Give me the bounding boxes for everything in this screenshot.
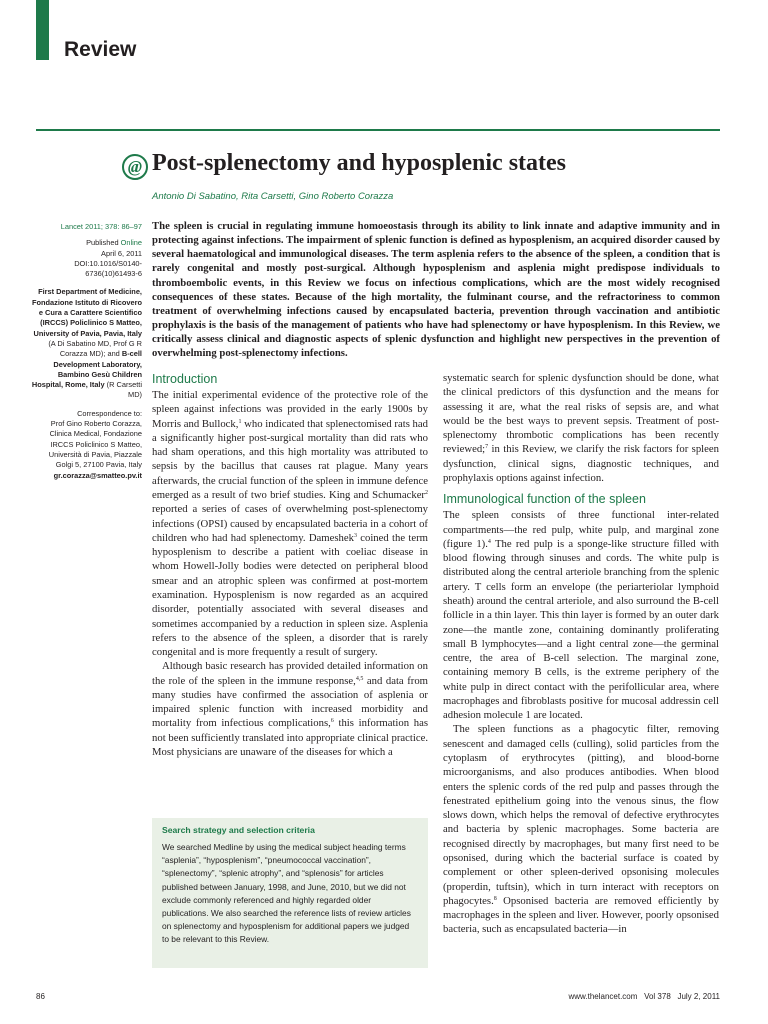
affiliation-1-people: (A Di Sabatino MD, Prof G R Corazza MD); xyxy=(48,338,142,359)
text-run: systematic search for splenic dysfunction should be done, what the clinical predictors of this dysfunction and the means for assessing it are, what the real risks of sepsis are, and what would be the best ways to prevent sepsis. Treatment of post-splenectomy thrombotic complications has been recently reviewed; xyxy=(443,372,719,456)
text-run: The spleen consists of three functional inter-related compartments—the red pulp, white pulp, and marginal zone (figure 1). xyxy=(443,509,719,550)
affiliation-1: First Department of Medicine, Fondazione Istituto di Ricovero e Cura a Carattere Scientifico (IRCCS) Policlinico S Matteo, University of Pavia, Pavia, Italy xyxy=(31,287,142,338)
header-color-bar xyxy=(36,0,49,60)
citation: Lancet 2011; 378: 86–97 xyxy=(60,222,142,231)
correspondence-address: Prof Gino Roberto Corazza, Clinica Medical, Fondazione IRCCS Policlinico S Matteo, Università di Pavia, Piazzale Golgi 5, 27100 Pavia, Italy xyxy=(48,419,142,470)
correspondence-label: Correspondence to: xyxy=(77,408,142,418)
reference-marker: 6 xyxy=(330,718,334,725)
page-number: 86 xyxy=(36,992,45,1001)
reference-marker: 8 xyxy=(493,895,497,902)
published-online-link[interactable]: Online xyxy=(120,238,142,248)
spleen-function-paragraph xyxy=(443,722,719,936)
affiliation-2-people: (R Carsetti MD) xyxy=(106,380,142,400)
doi[interactable]: DOI:10.1016/S0140-6736(10)61493-6 xyxy=(74,258,142,279)
introduction-heading: Introduction xyxy=(152,372,218,386)
reference-marker: 4 xyxy=(487,538,491,545)
published-prefix: Published xyxy=(86,238,121,248)
immunological-function-heading: Immunological function of the spleen xyxy=(443,492,646,507)
author-list: Antonio Di Sabatino, Rita Carsetti, Gino Roberto Corazza xyxy=(152,191,394,202)
affiliations xyxy=(30,287,142,400)
correspondence-email[interactable]: gr.corazza@smatteo.pv.it xyxy=(53,470,142,480)
abstract: The spleen is crucial in regulating immune homoeostasis through its ability to link innate and adaptive immunity and in protecting against infections. The impairment of splenic function is defined as hyposplenism, an acquired disorder caused by several haematological and immunological diseases. The term asplenia refers to the absence of the spleen, a condition that is rarely congenital and mostly post-surgical. Although hyposplenism and asplenia might predispose individuals to thromboembolic events, in this Review we focus on infectious complications, which are the most widely recognised consequences of these states. Because of the high mortality, the fulminant course, and the refractoriness to common treatment of overwhelming infections caused by encapsulated bacteria, prevention through vaccination and antibiotic prophylaxis is the basis of the management of patients who have had splenectomy or have hyposplenism. In this Review, we critically assess clinical and diagnostic aspects of splenic dysfunction and highlight new perspectives in the prevention of overwhelming post-splenectomy infections. xyxy=(152,220,720,360)
left-column xyxy=(152,371,428,759)
text-run: The initial experimental evidence of the protective role of the spleen against infections was provided in the early 1900s by Morris and Bullock, xyxy=(152,389,428,430)
text-run: Opsonised bacteria are removed efficiently by macrophages in the spleen and liver. However, poorly opsonised bacteria, such as encapsulated bacteria—in xyxy=(443,894,719,936)
header-rule xyxy=(36,129,720,131)
affiliation-2: B-cell Development Laboratory, Bambino Gesù Children Hospital, Rome, Italy xyxy=(31,349,142,390)
text-run: coined the term hyposplenism to describe a patient with coeliac disease in whom Howell-Jolly bodies were detected on peripheral blood smear and an atrophic spleen was confirmed at post-mortem examination. Hyposplenism is now regarded as an acquired disorder, potentially associated with several diseases and sometimes accompanied by a reduction in spleen size. Asplenia refers to the absence of the spleen, a disorder that is rarely congenital and is more frequently a result of surgery. xyxy=(152,531,428,659)
reference-marker: 4,5 xyxy=(355,675,364,682)
journal-footer: www.thelancet.com Vol 378 July 2, 2011 xyxy=(568,992,720,1001)
search-strategy-text: We searched Medline by using the medical subject heading terms “asplenia”, “hyposplenism”, “pneumococcal vaccination”, “splenectomy”, “splenic atrophy”, and “splenosis” for articles published between January, 1998, and June, 2010, but we did not exclude commonly referenced and highly regarded older publications. We also searched the reference lists of review articles on splenectomy and hyposplenism for additional papers we judged to be relevant to this Review. xyxy=(162,842,411,945)
text-run: who indicated that splenectomised rats had a significantly higher post-surgical mortality than did rats who had sham operations, and this high mortality was attributed to sepsis by the bacillus that causes rat plague. Many years afterwards, the crucial function of the spleen in immune defence emerged as a result of two brief studies. King and Schumacker xyxy=(152,417,428,501)
text-run: The spleen functions as a phagocytic filter, removing senescent and damaged cells (culling), solid particles from the cytoplasm of erythrocytes (pitting), and blood-borne microorganisms, and also produces antibodies. When blood enters the splenic cords of the red pulp and passes through the fenestrated epithelium going into the venous sinus, the flow slows down, which helps the removal of defective erythrocytes and bacteria by splenic macrophages. Some bacteria are recognised directly by macrophages, but many first need to be opsonised, during which the bacterial surface is coated by complement or other spleen-derived opsonising molecules (properdin, tuftsin), which in turn interact with receptors on phagocytes. xyxy=(443,723,719,907)
publication-info xyxy=(30,238,142,279)
text-run: this information has not been sufficiently translated into appropriate clinical practice. Most physicians are unaware of the diseases for which a xyxy=(152,717,428,759)
affiliation-connector: and xyxy=(105,349,122,359)
lancet-at-icon: @ xyxy=(122,154,148,180)
text-run: Although basic research has provided detailed information on the role of the spleen in the immune response, xyxy=(152,660,428,687)
article-title: Post-splenectomy and hyposplenic states xyxy=(152,150,567,176)
text-run: in this Review, we clarify the risk factors for spleen dysfunction, clinical signs, diagnostic techniques, and prophylaxis options against infection. xyxy=(443,443,719,484)
reference-marker: 7 xyxy=(485,444,489,451)
introduction-paragraph-1 xyxy=(152,388,428,659)
search-strategy-title: Search strategy and selection criteria xyxy=(162,825,315,835)
text-run: reported a series of cases of overwhelming post-splenectomy infections (OPSI) caused by encapsulated bacteria in a cohort of children who had had splenectomy. Dameshek xyxy=(152,503,428,544)
search-strategy-panel xyxy=(152,818,428,968)
introduction-paragraph-2 xyxy=(152,659,428,759)
text-run: The red pulp is a sponge-like structure filled with blood flowing through sinuses and cords. The white pulp is distributed along the central arteriole branching from the splenic artery. T cells form an envelope (the periarteriolar lymphoid sheath) around the central arteriole, and also surround the B-cell follicle in a thin layer. This thin layer is formed by an outer dark zone—the mantle zone, containing dominantly proliferating small B lymphocytes—and a light central zone—the germinal centre, the area of B-cell selection. The marginal zone, containing memory B cells, is the extreme periphery of the white pulp in direct contact with the perifollicular area, where macrophages and fibroblasts positive for mucosal addressin cell adhesion molecule 1 are located. xyxy=(443,537,720,722)
reference-marker: 3 xyxy=(353,532,357,539)
reference-marker: 2 xyxy=(425,489,428,496)
right-column xyxy=(443,371,719,937)
section-label: Review xyxy=(64,38,137,61)
correspondence xyxy=(30,409,142,481)
spleen-structure-paragraph xyxy=(443,508,719,722)
article-sidebar xyxy=(30,222,142,487)
published-date: April 6, 2011 xyxy=(101,248,142,258)
reference-marker: 1 xyxy=(238,418,242,425)
text-run: and data from many studies have confirmed the association of asplenia or impaired splenic function with increased morbidity and mortality from infectious complications, xyxy=(152,674,428,730)
continued-paragraph xyxy=(443,371,719,485)
